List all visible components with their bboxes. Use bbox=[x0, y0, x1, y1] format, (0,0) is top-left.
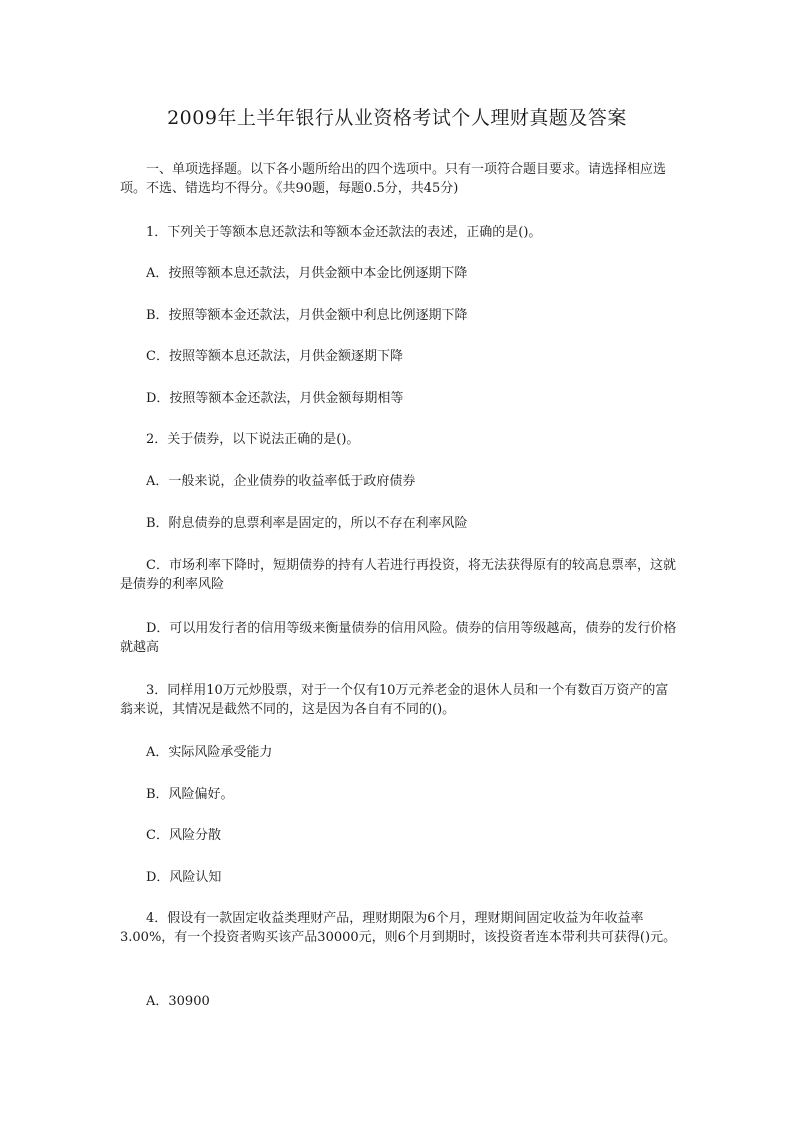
question-1-stem: 1．下列关于等额本息还款法和等额本金还款法的表述，正确的是()。 bbox=[146, 225, 542, 240]
question-2-option-c: C．市场利率下降时，短期债券的持有人若进行再投资，将无法获得原有的较高息票率，这就是债券的利率风险 bbox=[120, 558, 676, 592]
question-2-option-b: B．附息债券的息票利率是固定的，所以不存在利率风险 bbox=[146, 516, 468, 531]
question-2-stem: 2．关于债券，以下说法正确的是()。 bbox=[146, 432, 360, 447]
question-4-stem: 4．假设有一款固定收益类理财产品，理财期限为6个月，理财期间固定收益为年收益率3.00%，有一个投资者购买该产品30000元，则6个月到期时，该投资者连本带利共可获得()元。 bbox=[120, 911, 677, 945]
question-3-option-b: B．风险偏好。 bbox=[146, 787, 234, 802]
document-title: 2009年上半年银行从业资格考试个人理财真题及答案 bbox=[167, 107, 627, 129]
question-2-option-d: D．可以用发行者的信用等级来衡量债券的信用风险。债券的信用等级越高，债券的发行价格就越高 bbox=[120, 621, 677, 655]
question-1-option-b: B．按照等额本金还款法，月供金额中利息比例逐期下降 bbox=[146, 308, 468, 323]
question-1-option-a: A．按照等额本息还款法，月供金额中本金比例逐期下降 bbox=[146, 266, 468, 281]
question-2-option-a: A．一般来说，企业债券的收益率低于政府债券 bbox=[146, 474, 416, 489]
question-3-stem: 3．同样用10万元炒股票，对于一个仅有10万元养老金的退休人员和一个有数百万资产的富翁来说，其情况是截然不同的，这是因为各自有不同的()。 bbox=[120, 683, 669, 717]
question-1-option-d: D．按照等额本金还款法，月供金额每期相等 bbox=[146, 391, 404, 406]
section-instructions: 一、单项选择题。以下各小题所给出的四个选项中。只有一项符合题目要求。请选择相应选项。不选、错选均不得分。《共90题，每题0.5分，共45分) bbox=[120, 162, 667, 196]
question-3-option-c: C．风险分散 bbox=[146, 828, 221, 843]
question-4-option-a: A．30900 bbox=[146, 994, 210, 1009]
question-3-option-a: A．实际风险承受能力 bbox=[146, 745, 273, 760]
question-1-option-c: C．按照等额本息还款法，月供金额逐期下降 bbox=[146, 349, 403, 364]
question-3-option-d: D．风险认知 bbox=[146, 870, 222, 885]
